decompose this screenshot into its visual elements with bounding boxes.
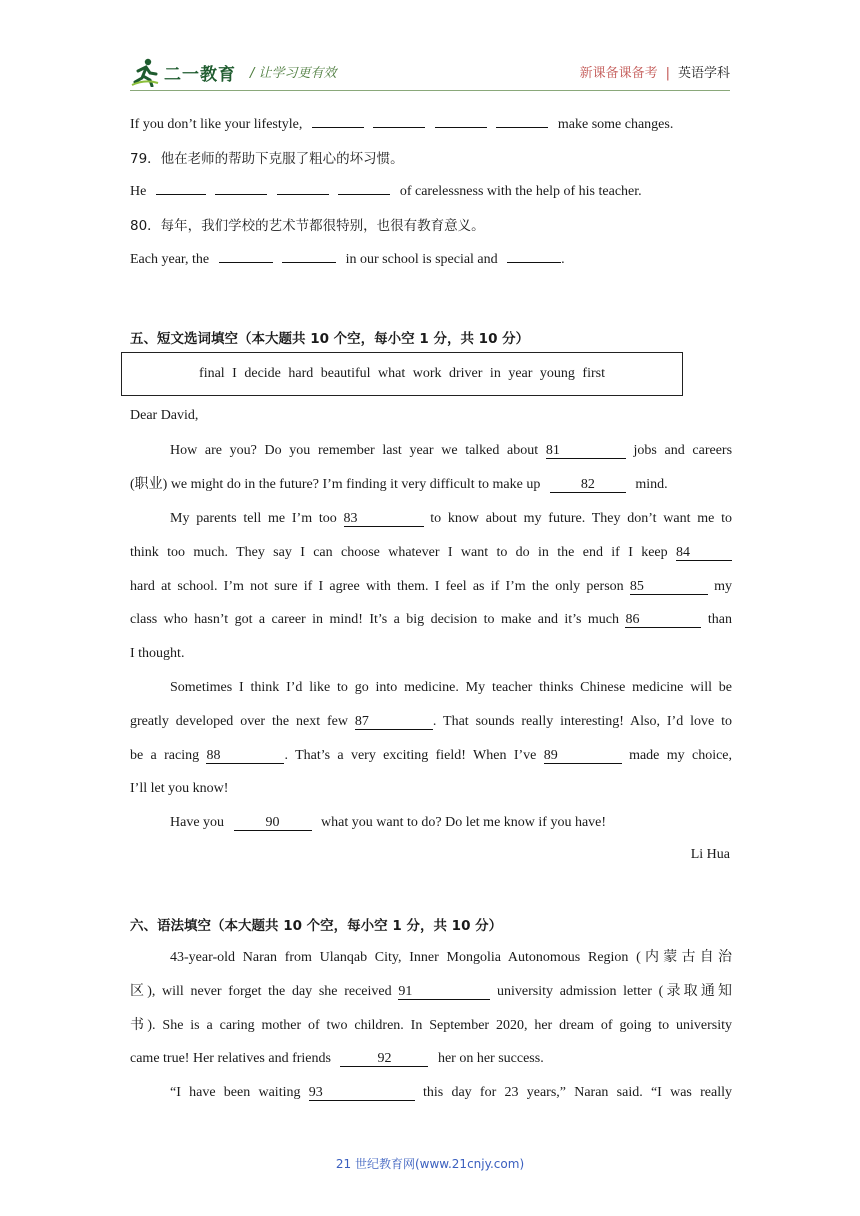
passage-line (130, 746, 732, 780)
header-divider (130, 90, 730, 91)
blank-84[interactable]: 84 (676, 546, 732, 561)
answer-blank[interactable] (373, 114, 425, 128)
answer-blank[interactable] (435, 114, 487, 128)
answer-blank[interactable] (507, 249, 561, 263)
passage-line (130, 441, 732, 475)
text: to know about my future. They don’t want me to (430, 511, 733, 526)
passage-line (130, 610, 732, 644)
passage6-p1 (130, 948, 732, 1083)
text: My parents tell me I’m too (170, 511, 337, 526)
blank-81[interactable]: 81 (546, 444, 626, 459)
q78-start: If you don’t like your lifestyle, (130, 117, 303, 132)
passage-line: I thought. (130, 646, 185, 662)
blank-83[interactable]: 83 (344, 512, 424, 527)
passage-line (130, 712, 732, 746)
answer-blank[interactable] (496, 114, 548, 128)
text: 区), will never forget the day she received (130, 983, 392, 999)
header-right (580, 62, 730, 81)
letter-signature: Li Hua (690, 847, 730, 862)
logo-text: 二一教育 (164, 64, 236, 85)
q79-prompt: 79．他在老师的帮助下克服了粗心的坏习惯。 (130, 151, 404, 167)
answer-blank[interactable] (215, 181, 267, 195)
text: “I have been waiting (170, 1085, 301, 1100)
text: what you want to do? Do let me know if you have! (321, 815, 607, 830)
slogan: / 让学习更有效 (250, 66, 337, 81)
passage-line: Sometimes I think I’d like to go into medicine. My teacher thinks Chinese medicine will be (170, 680, 732, 695)
header-separator: | (665, 66, 670, 81)
text: be a racing (130, 747, 200, 763)
runner-logo-icon (130, 57, 160, 87)
q80-mid: in our school is special and (345, 252, 498, 267)
text: her on her success. (437, 1051, 544, 1067)
word-bank (121, 352, 683, 396)
text: my (714, 578, 732, 594)
blank-89[interactable]: 89 (544, 749, 622, 764)
blank-88[interactable]: 88 (206, 749, 284, 764)
text: class who hasn’t got a career in mind! It’s a big decision to make and it’s much (130, 612, 620, 628)
letter-greeting: Dear David, (130, 408, 199, 423)
answer-blank[interactable] (277, 181, 329, 195)
text: (职业) we might do in the future? I’m finding it very difficult to make up (130, 476, 541, 492)
passage-line (130, 982, 732, 1016)
passage5-p2 (130, 509, 732, 678)
page-header (130, 52, 730, 98)
passage-line (130, 1049, 732, 1083)
q78-sentence (130, 114, 673, 133)
q79-start: He (130, 184, 147, 199)
answer-blank[interactable] (338, 181, 390, 195)
passage-line: 书). She is a caring mother of two children. In September 2020, her dream of going to university (130, 1017, 732, 1033)
logo (130, 56, 236, 88)
text: greatly developed over the next few (130, 713, 348, 729)
text: made my choice, (629, 747, 733, 763)
passage-line (130, 813, 732, 847)
header-subject: 英语学科 (677, 66, 730, 81)
section6-heading: 六、语法填空（本大题共 10 个空，每小空 1 分，共 10 分） (130, 918, 503, 934)
passage-line (130, 475, 732, 509)
text: jobs and careers (633, 443, 733, 458)
header-tag-prep: 新课备课备考 (579, 66, 658, 81)
text: than (707, 612, 733, 628)
text: How are you? Do you remember last year we talked about (170, 443, 539, 458)
q79-end: of carelessness with the help of his teacher. (399, 184, 642, 199)
answer-blank[interactable] (156, 181, 206, 195)
answer-blank[interactable] (282, 249, 336, 263)
text: university admission letter (录取通知 (497, 983, 733, 999)
blank-91[interactable]: 91 (398, 985, 490, 1000)
answer-blank[interactable] (312, 114, 364, 128)
text: . That’s a very exciting field! When I’ve (284, 747, 537, 763)
passage-line (130, 577, 732, 611)
word-bank-words: final I decide hard beautiful what work driver in year young first (199, 366, 605, 381)
blank-93[interactable]: 93 (309, 1086, 415, 1101)
blank-90[interactable]: 90 (234, 816, 312, 831)
q80-end: . (561, 252, 565, 267)
passage-line (130, 1083, 732, 1117)
section5-heading: 五、短文选词填空（本大题共 10 个空，每小空 1 分，共 10 分） (130, 331, 530, 347)
passage6-p2 (130, 1083, 732, 1117)
q80-prompt: 80．每年，我们学校的艺术节都很特别，也很有教育意义。 (130, 218, 485, 234)
text: this day for 23 years,” Naran said. “I was really (422, 1085, 732, 1100)
passage-line (130, 509, 732, 543)
text: think too much. They say I can choose whatever I want to do in the end if I keep (130, 544, 668, 560)
text: Have you (170, 815, 225, 830)
q79-sentence (130, 181, 642, 200)
blank-82[interactable]: 82 (550, 478, 626, 493)
answer-blank[interactable] (219, 249, 273, 263)
page-footer[interactable]: 21 世纪教育网(www.21cnjy.com) (335, 1157, 525, 1171)
text: mind. (635, 476, 668, 492)
text: came true! Her relatives and friends (130, 1051, 331, 1067)
blank-86[interactable]: 86 (625, 613, 701, 628)
passage-line: 43-year-old Naran from Ulanqab City, Inner Mongolia Autonomous Region (内蒙古自治 (170, 950, 732, 965)
passage5-p3 (130, 678, 732, 813)
passage5-p1 (130, 441, 732, 509)
q80-sentence (130, 249, 565, 268)
q78-end: make some changes. (557, 117, 674, 132)
blank-92[interactable]: 92 (340, 1052, 428, 1067)
text: hard at school. I’m not sure if I agree with them. I feel as if I’m the only person (130, 578, 624, 594)
passage5-p4 (130, 813, 732, 847)
blank-85[interactable]: 85 (630, 580, 708, 595)
q80-start: Each year, the (130, 252, 210, 267)
passage-line: I’ll let you know! (130, 781, 229, 797)
passage-line (130, 543, 732, 577)
text: . That sounds really interesting! Also, I’d love to (432, 713, 732, 729)
blank-87[interactable]: 87 (355, 715, 433, 730)
